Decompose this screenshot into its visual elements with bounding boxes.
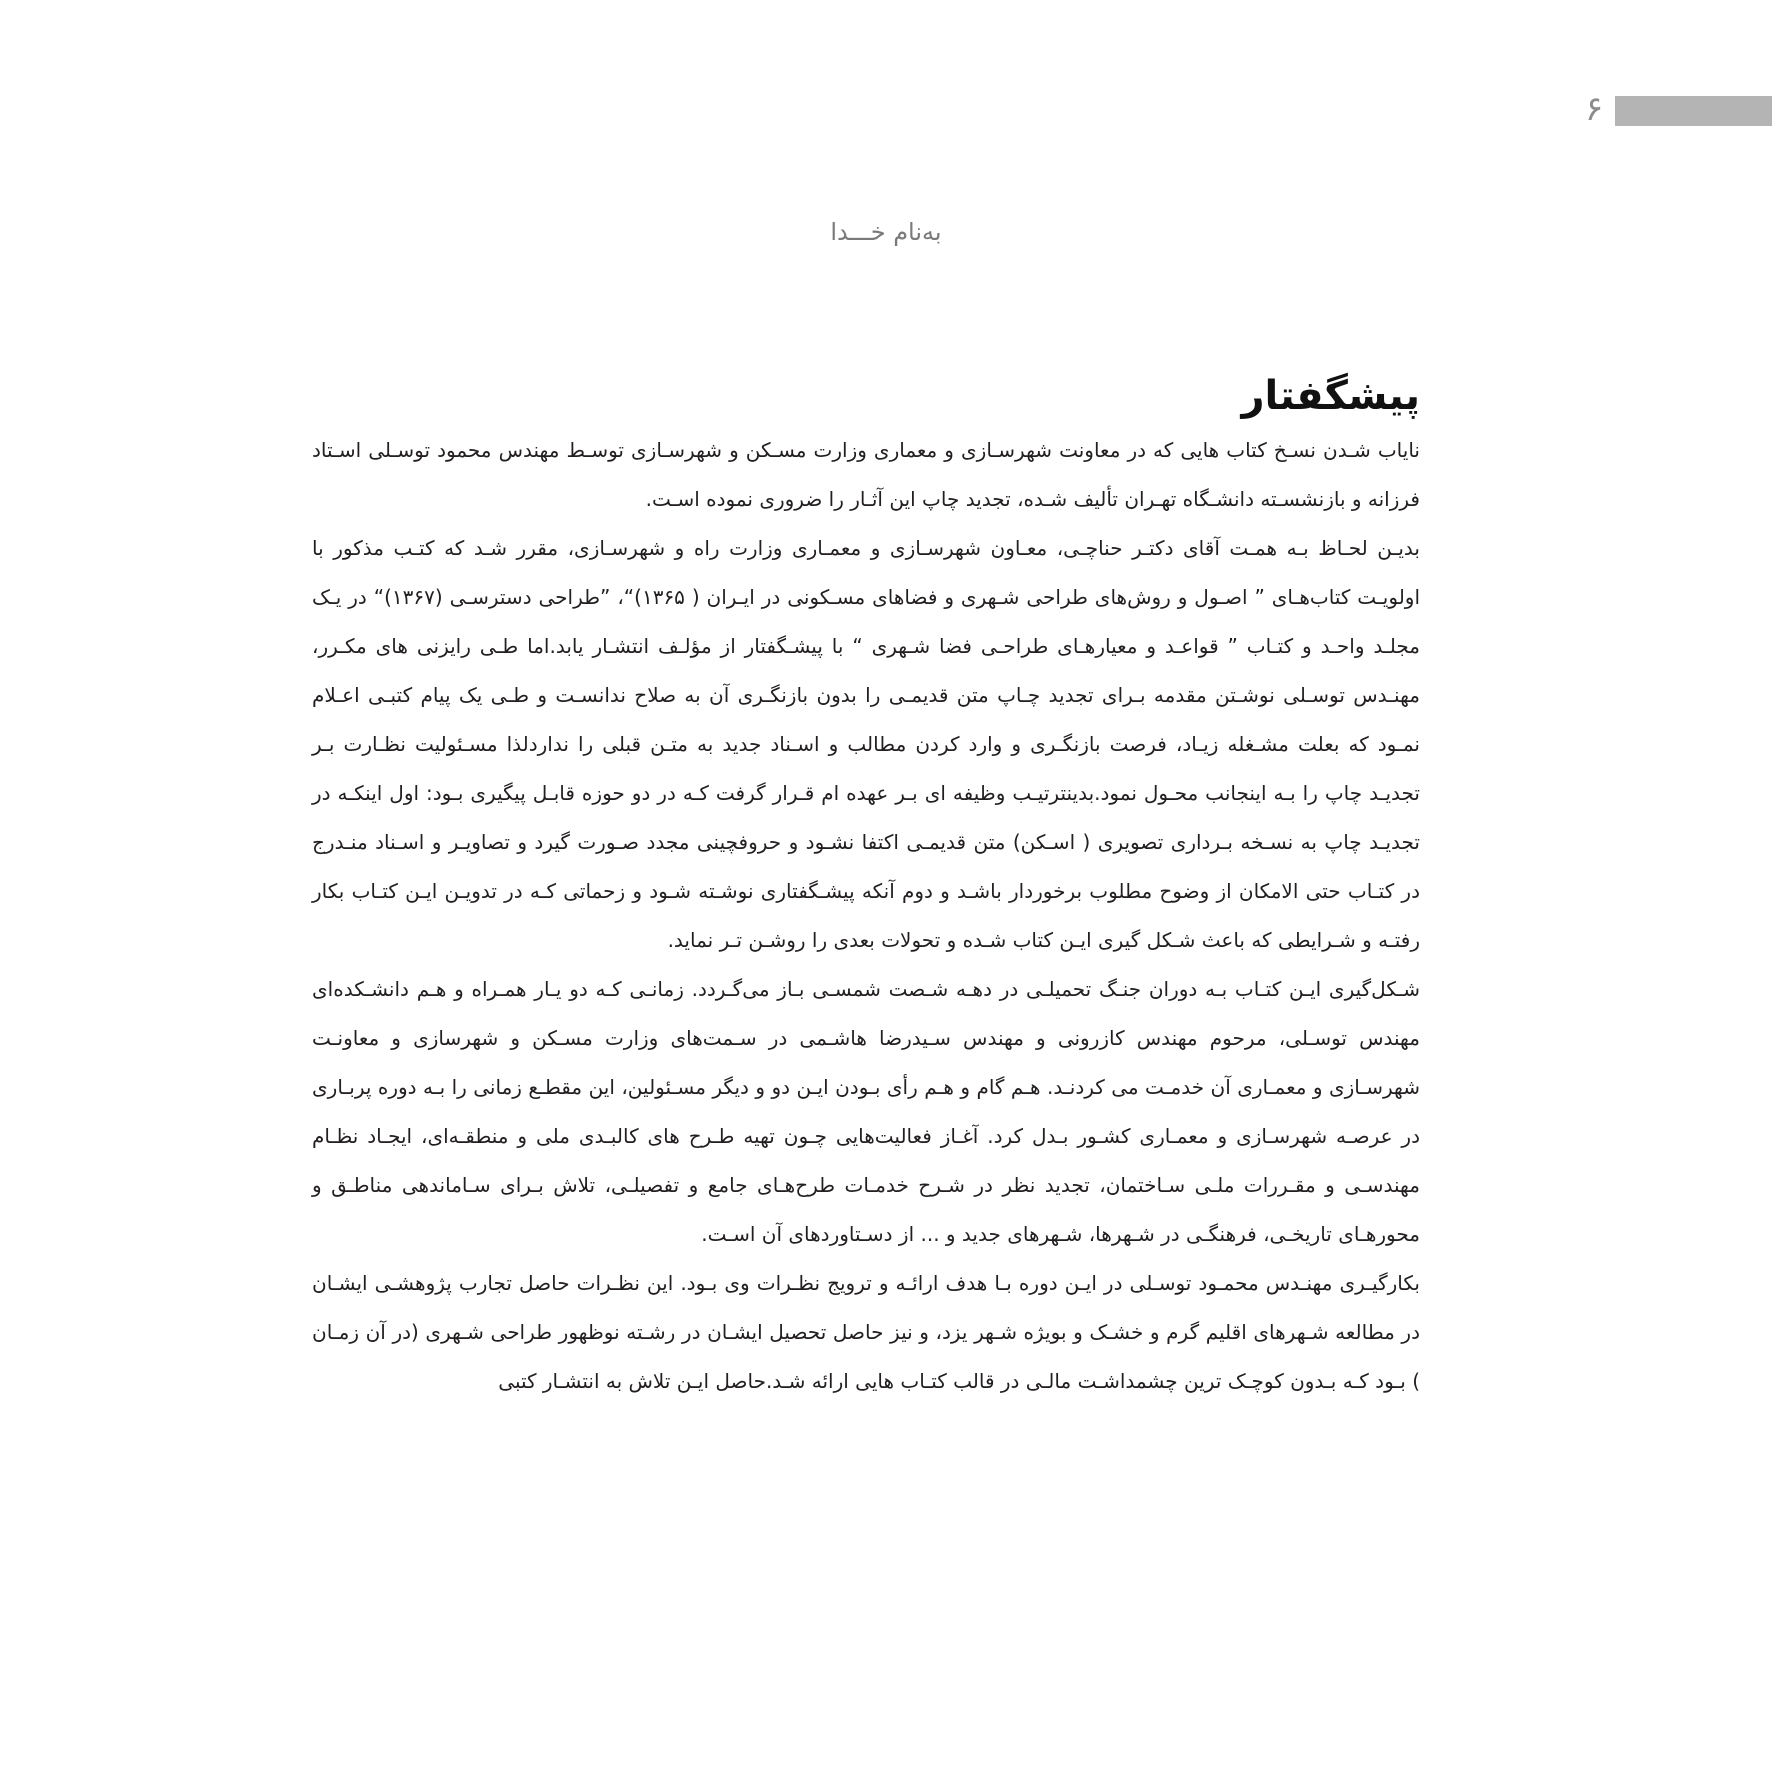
paragraph-4: بکارگیـری مهنـدس محمـود توسـلی در ایـن دوره بـا هدف ارائـه و ترویج نظـرات وی بـود. این نظـرات حاصل تجارب پژوهشـی ایشـان در مطالعه شـهرهای اقلیم گرم و خشـک و بویژه شـهر یزد، و نیز حاصل تحصیل ایشـان در رشـته نوظهور طراحی شـهری (در آن زمـان ) بـود کـه بـدون کوچـک ترین چشمداشـت مالـی در قالب کتـاب هایی ارائه شـد.حاصل ایـن تلاش به انتشـار کتبی: [312, 1271, 1420, 1393]
paragraph-2: بدیـن لحـاظ بـه همـت آقای دکتـر حناچـی، معـاون شهرسـازی و معمـاری وزارت راه و شهرسـازی، مقرر شـد که کتـب مذکور با اولویـت کتاب‌هـای ” اصـول و روش‌های طراحی شـهری و فضاهای مسـکونی در ایـران ( ۱۳۶۵)“، ”طراحی دسترسـی (۱۳۶۷)“ در یـک مجلـد واحـد و کتـاب ” قواعـد و معیارهـای طراحـی فضا شـهری “ با پیشـگفتار از مؤلـف انتشـار یابد.اما طـی رایزنی های مکـرر، مهنـدس توسـلی نوشـتن مقدمه بـرای تجدید چـاپ متن قدیمـی را بدون بازنگـری آن به صلاح ندانسـت و طـی یک پیام کتبـی اعـلام نمـود که بعلت مشـغله زیـاد، فرصت بازنگـری و وارد کردن مطالب و اسـناد جدید به متـن قبلی را نداردلذا مسـئولیت نظـارت بـر تجدیـد چاپ را بـه اینجانب محـول نمود.بدینترتیـب وظیفه ای بـر عهده ام قـرار گرفت کـه در دو حوزه قابـل پیگیری بـود: اول اینکـه در تجدیـد چاپ به نسـخه بـرداری تصویری ( اسـکن) متن قدیمـی اکتفا نشـود و حروفچینی مجدد صـورت گیرد و تصاویـر و اسـناد منـدرج در کتـاب حتی الامکان از وضوح مطلوب برخوردار باشـد و دوم آنکه پیشـگفتاری نوشـته شـود و زحماتی کـه در تدویـن ایـن کتـاب بکار رفتـه و شـرایطی که باعث شـکل گیری ایـن کتاب شـده و تحولات بعدی را روشـن تـر نماید.: [312, 536, 1421, 952]
page-title: پیشگفتار: [1241, 373, 1420, 419]
paragraph-1: نایاب شـدن نسـخ کتاب هایی که در معاونت شهرسـازی و معماری وزارت مسـکن و شهرسـازی توسـط مهندس محمود توسـلی اسـتاد فرزانه و بازنشسـته دانشـگاه تهـران تألیف شـده، تجدید چاپ این آثـار را ضروری نموده اسـت.: [312, 438, 1420, 511]
basmala: به‌نام خـــدا: [830, 218, 942, 246]
paragraph-3: شـکل‌گیری ایـن کتـاب بـه دوران جنـگ تحمیلـی در دهـه شـصت شمسـی بـاز می‌گـردد. زمانـی کـه دو یـار همـراه و هـم دانشـکده‌ای مهندس توسـلی، مرحوم مهندس کازرونی و مهندس سـیدرضا هاشـمی در سـمت‌های وزارت مسـکن و شهرسازی و معاونـت شهرسـازی و معمـاری آن خدمـت می کردنـد. هـم گام و هـم رأی بـودن ایـن دو و دیگر مسـئولین، این مقطـع زمانی را بـه دوره پربـاری در عرصـه شهرسـازی و معمـاری کشـور بـدل کرد. آغـاز فعالیت‌هایی چـون تهیه طـرح های کالبـدی ملی و منطقـه‌ای، ایجـاد نظـام مهندسـی و مقـررات ملـی سـاختمان، تجدید نظر در شـرح خدمـات طرح‌هـای جامع و تفصیلـی، تلاش بـرای سـاماندهی مناطـق و محورهـای تاریخـی، فرهنگـی در شـهرها، شـهرهای جدید و ... از دسـتاوردهای آن اسـت.: [312, 977, 1420, 1246]
page-number: ۶: [1585, 89, 1604, 129]
page-tab-marker: [1615, 96, 1772, 126]
main-text-block: [312, 370, 1420, 1406]
